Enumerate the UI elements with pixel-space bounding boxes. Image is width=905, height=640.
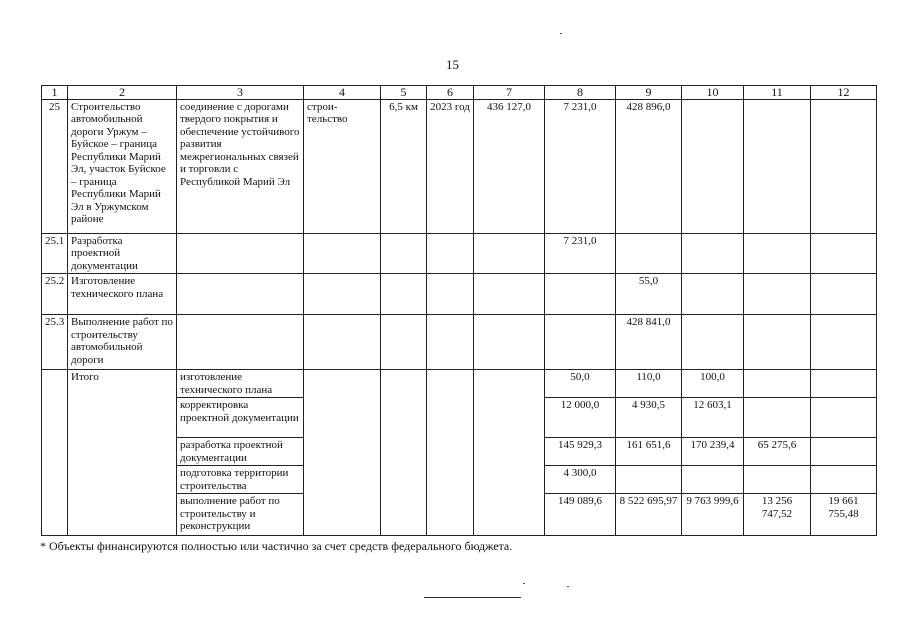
total-col12 [811, 466, 877, 494]
column-number-row [42, 86, 877, 100]
value-col8 [545, 274, 616, 315]
total-col9: 4 930,5 [616, 398, 682, 438]
value-col9: 428 896,0 [616, 99, 682, 233]
total-col9: 161 651,6 [616, 438, 682, 466]
row-number: 25.2 [42, 274, 68, 315]
total-col12: 19 661 755,48 [811, 494, 877, 536]
total-item-label: разработка проектной документации [177, 438, 304, 466]
financing-table [41, 85, 877, 536]
total-col11: 13 256 747,52 [744, 494, 811, 536]
total-col9 [616, 466, 682, 494]
col-header: 2 [68, 86, 177, 100]
value-col9 [616, 233, 682, 274]
total-item-label: выполнение работ по строительству и реконструкции [177, 494, 304, 536]
table-row-25-1 [42, 233, 877, 274]
total-col10: 12 603,1 [682, 398, 744, 438]
object-purpose: соединение с дорогами твердого покрытия и обеспечение устойчивого развития межрегиональных связей и торговли с Республикой Марий Эл [177, 99, 304, 233]
value-col9: 428 841,0 [616, 315, 682, 370]
total-col10: 9 763 999,6 [682, 494, 744, 536]
object-name: Выполнение работ по строительству автомобильной дороги [68, 315, 177, 370]
year: 2023 год [427, 99, 474, 233]
total-col12 [811, 370, 877, 398]
total-col10: 100,0 [682, 370, 744, 398]
total-col8: 145 929,3 [545, 438, 616, 466]
separator-line [424, 597, 521, 598]
total-col8: 149 089,6 [545, 494, 616, 536]
col-header: 4 [304, 86, 381, 100]
total-col11 [744, 466, 811, 494]
total-label: Итого [68, 370, 177, 536]
cost: 436 127,0 [474, 99, 545, 233]
total-col10: 170 239,4 [682, 438, 744, 466]
table-row-25-2 [42, 274, 877, 315]
value-col8: 7 231,0 [545, 233, 616, 274]
footnote: * Объекты финансируются полностью или частично за счет средств федерального бюджета. [40, 539, 513, 553]
total-col8: 50,0 [545, 370, 616, 398]
total-col11 [744, 370, 811, 398]
page-number: 15 [446, 57, 459, 72]
total-col9: 110,0 [616, 370, 682, 398]
total-col11: 65 275,6 [744, 438, 811, 466]
total-col8: 4 300,0 [545, 466, 616, 494]
total-col9: 8 522 695,97 [616, 494, 682, 536]
col-header: 8 [545, 86, 616, 100]
object-name: Разработка проектной документации [68, 233, 177, 274]
col-header: 6 [427, 86, 474, 100]
row-number: 25.3 [42, 315, 68, 370]
col-header: 5 [381, 86, 427, 100]
total-item-label: корректировка проектной документации [177, 398, 304, 438]
total-col10 [682, 466, 744, 494]
scan-speck [567, 586, 569, 587]
total-row [42, 370, 877, 398]
total-col12 [811, 438, 877, 466]
total-item-label: подготовка территории строительства [177, 466, 304, 494]
work-type: строи- тельство [304, 99, 381, 233]
row-number: 25.1 [42, 233, 68, 274]
table-row-25 [42, 99, 877, 233]
scan-speck [523, 583, 525, 584]
col-header: 7 [474, 86, 545, 100]
total-col8: 12 000,0 [545, 398, 616, 438]
total-item-label: изготовление технического плана [177, 370, 304, 398]
col-header: 1 [42, 86, 68, 100]
value-col8: 7 231,0 [545, 99, 616, 233]
value-col9: 55,0 [616, 274, 682, 315]
object-name: Изготовление технического плана [68, 274, 177, 315]
object-name: Строительство автомобильной дороги Уржум – Буйское – граница Республики Марий Эл, участок Буйское – граница Республики Марий Эл в Уржумском районе [68, 99, 177, 233]
col-header: 9 [616, 86, 682, 100]
col-header: 10 [682, 86, 744, 100]
col-header: 3 [177, 86, 304, 100]
col-header: 11 [744, 86, 811, 100]
value-col8 [545, 315, 616, 370]
scan-speck [560, 33, 562, 34]
table-row-25-3 [42, 315, 877, 370]
col-header: 12 [811, 86, 877, 100]
capacity: 6,5 км [381, 99, 427, 233]
total-col11 [744, 398, 811, 438]
row-number: 25 [42, 99, 68, 233]
total-col12 [811, 398, 877, 438]
